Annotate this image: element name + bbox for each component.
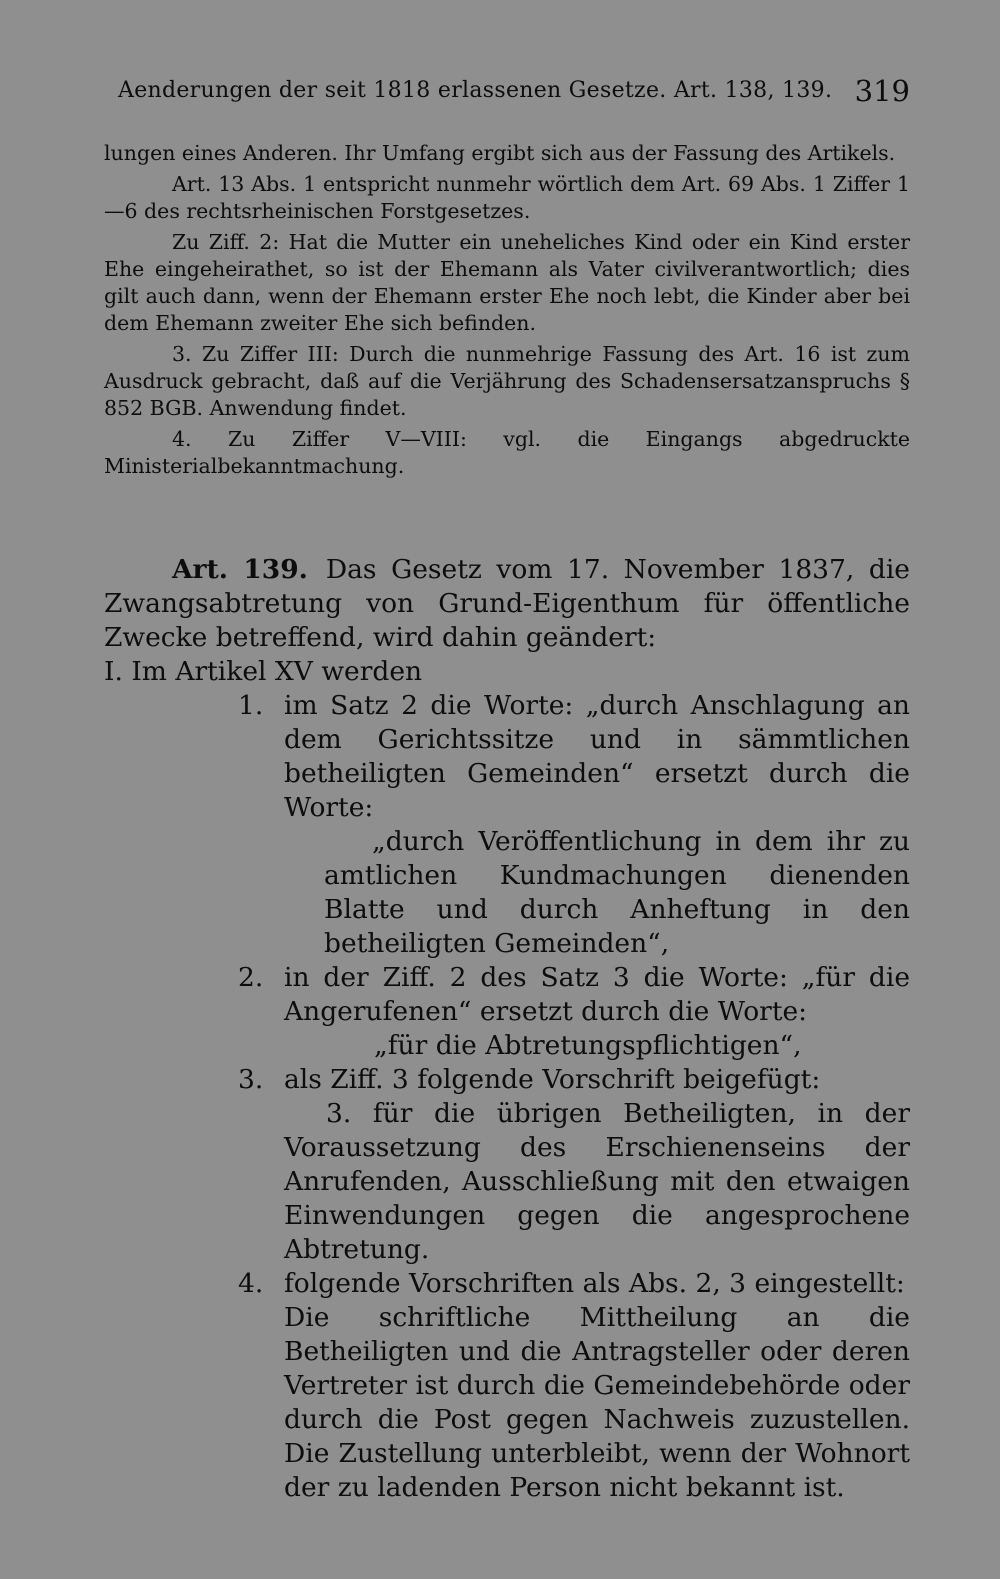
item-3-number: 3. bbox=[238, 1064, 264, 1095]
item-3 bbox=[104, 1063, 910, 1097]
item-2-quote: „für die Abtretungspflichtigen“, bbox=[374, 1030, 802, 1061]
item-4-block-text: Die schriftliche Mittheilung an die Betheiligten und die Antragsteller oder deren Vertreter ist durch die Gemeindebehörde oder durch die Post gegen Nachweis zuzustellen. Die Zustellung unterbleibt, wenn der Wohnort der zu ladenden Person nicht bekannt ist. bbox=[284, 1302, 910, 1503]
item-3-text: als Ziff. 3 folgende Vorschrift beigefügt: bbox=[284, 1064, 821, 1095]
item-1 bbox=[104, 689, 910, 825]
running-header bbox=[118, 74, 910, 114]
section-I: I. Im Artikel XV werden bbox=[104, 656, 423, 687]
item-4-number: 4. bbox=[238, 1268, 264, 1299]
note-paragraph: lungen eines Anderen. Ihr Umfang ergibt sich aus der Fassung des Artikels. bbox=[104, 141, 896, 165]
page-number: 319 bbox=[854, 74, 910, 108]
note-paragraph: Zu Ziff. 2: Hat die Mutter ein uneheliches Kind oder ein Kind erster Ehe eingeheirathet, so ist der Ehemann als Vater civilverantwortlich; dies gilt auch dann, wenn der Ehemann erster Ehe noch lebt, die Kinder aber bei dem Ehemann zweiter Ehe sich befinden. bbox=[104, 230, 910, 335]
article-intro-text: Das Gesetz vom 17. November 1837, die Zwangsabtretung von Grund-Eigenthum für öffentliche Zwecke betreffend, wird dahin geändert: bbox=[104, 554, 910, 653]
footnotes-block bbox=[104, 140, 910, 484]
item-2 bbox=[104, 961, 910, 1029]
item-2-number: 2. bbox=[238, 962, 264, 993]
item-4-text: folgende Vorschriften als Abs. 2, 3 eingestellt: bbox=[284, 1268, 905, 1299]
item-3-subclause: 3. für die übrigen Betheiligten, in der Voraussetzung des Erschienenseins der Anrufenden, Ausschließung mit den etwaigen Einwendungen gegen die angesprochene Abtretung. bbox=[284, 1098, 910, 1265]
item-4-block bbox=[104, 1301, 910, 1505]
item-2-text: in der Ziff. 2 des Satz 3 die Worte: „für die Angerufenen“ ersetzt durch die Worte: bbox=[284, 962, 910, 1027]
item-1-number: 1. bbox=[238, 690, 264, 721]
item-4 bbox=[104, 1267, 910, 1301]
note-paragraph: Art. 13 Abs. 1 entspricht nunmehr wörtlich dem Art. 69 Abs. 1 Ziffer 1—6 des rechtsrheinischen Forstgesetzes. bbox=[104, 172, 910, 223]
article-body bbox=[104, 553, 910, 1505]
note-paragraph: 3. Zu Ziffer III: Durch die nunmehrige Fassung des Art. 16 ist zum Ausdruck gebracht, daß auf die Verjährung des Schadensersatzanspruchs § 852 BGB. Anwendung findet. bbox=[104, 342, 910, 420]
item-1-text: im Satz 2 die Worte: „durch Anschlagung an dem Gerichtssitze und in sämmtlichen betheiligten Gemeinden“ ersetzt durch die Worte: bbox=[284, 690, 910, 823]
note-paragraph: 4. Zu Ziffer V—VIII: vgl. die Eingangs abgedruckte Ministerialbekanntmachung. bbox=[104, 427, 910, 478]
article-label: Art. 139. bbox=[172, 554, 308, 585]
header-title: Aenderungen der seit 1818 erlassenen Gesetze. Art. 138, 139. bbox=[118, 78, 833, 103]
article-intro bbox=[104, 553, 910, 655]
item-1-quote: „durch Veröffentlichung in dem ihr zu amtlichen Kundmachungen dienenden Blatte und durch Anheftung in den betheiligten Gemeinden“, bbox=[324, 826, 910, 959]
